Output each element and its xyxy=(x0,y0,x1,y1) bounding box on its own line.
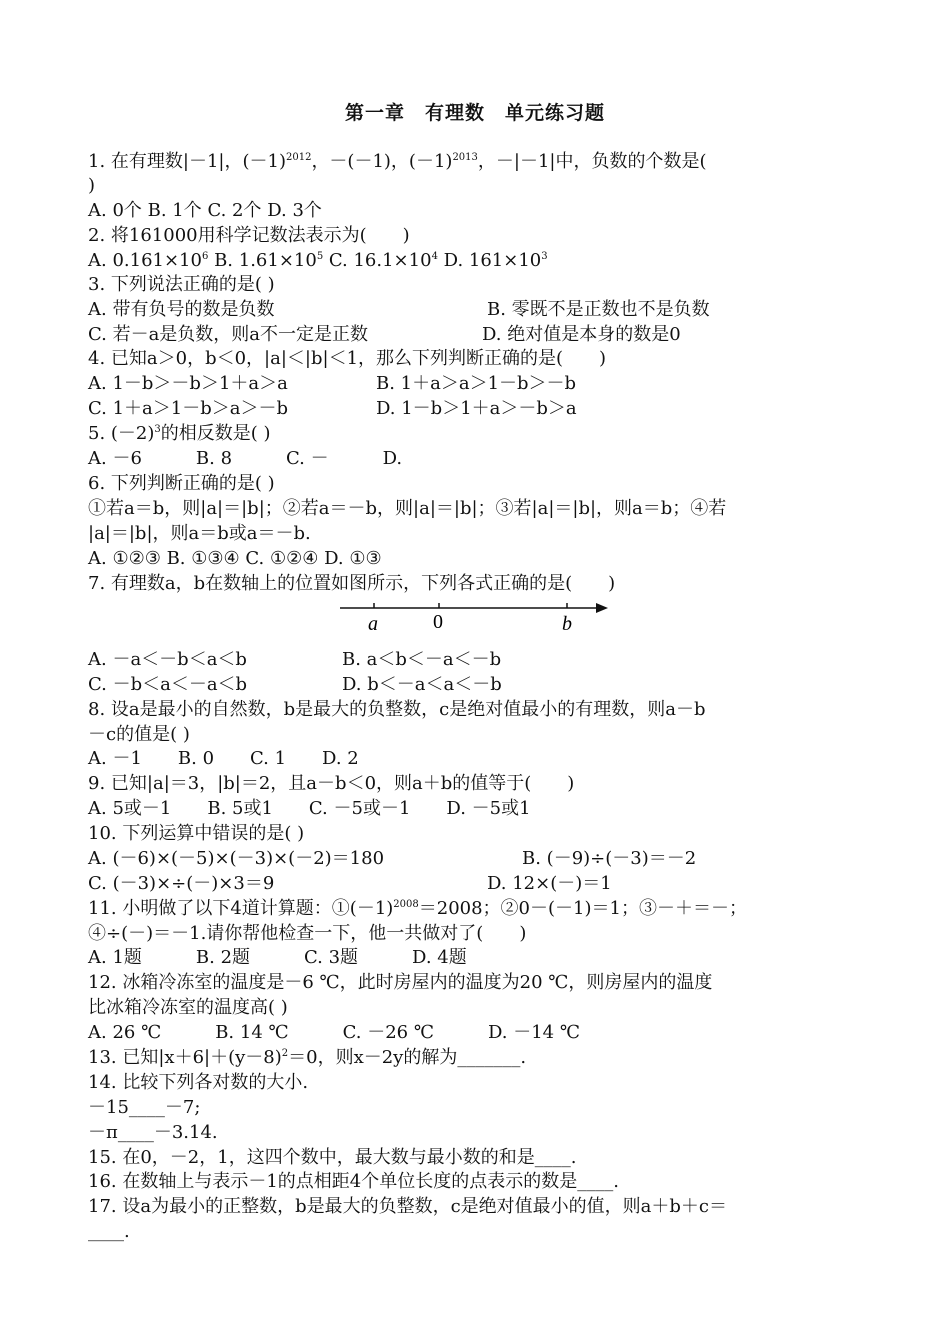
question-12-stem: 12. 冰箱冷冻室的温度是－6 ℃，此时房屋内的温度为20 ℃，则房屋内的温度 xyxy=(88,972,713,993)
question-10-option-d: D. 12×(－)＝1 xyxy=(487,873,612,894)
question-2-options: A. $0.161\times 10^6$ B. $1.61\times 10^5$ C. $16.1\times 10^4$ D. $161\times 10^3$ xyxy=(88,250,548,271)
question-7-option-b: B. a＜b＜－a＜－b xyxy=(342,649,502,670)
question-15-stem: 15. 在0，－2，1，这四个数中，最大数与最小数的和是____. xyxy=(88,1147,577,1168)
page-title: 第一章 有理数 单元练习题 xyxy=(344,102,605,124)
question-11-stem: 11. 小明做了以下4道计算题：$①(-1)^{2008}=2008$；②0－(－1)＝1；③－＋＝－； xyxy=(88,898,747,919)
question-3-option-c: C. 若－a是负数，则a不一定是正数 xyxy=(88,324,369,345)
question-6-stem: 6. 下列判断正确的是( ) xyxy=(88,473,275,494)
question-1-stem: 1. 在有理数|－1|，$(-1)^{2012}$，－(－1)，$(-1)^{2013}$，－|－1|中，负数的个数是( xyxy=(88,151,707,172)
question-10-option-c: C. (－3)×÷(－)×3＝9 xyxy=(88,873,275,894)
question-17-stem: 17. 设a为最小的正整数，b是最大的负整数，c是绝对值最小的值，则a＋b＋c＝ xyxy=(88,1196,728,1217)
question-9-options: A. 5或－1 B. 5或1 C. －5或－1 D. －5或1 xyxy=(88,798,531,819)
question-4-option-a: A. 1－b＞－b＞1＋a＞a xyxy=(88,373,288,394)
question-17-stem-cont: ____. xyxy=(88,1221,130,1242)
question-11-options: A. 1题 B. 2题 C. 3题 D. 4题 xyxy=(88,947,467,968)
question-10-option-a: A. (－6)×(－5)×(－3)×(－2)＝180 xyxy=(88,848,385,869)
question-7-stem: 7. 有理数a，b在数轴上的位置如图所示，下列各式正确的是( ) xyxy=(88,573,616,594)
question-5-stem: 5. $(-2)^3$的相反数是( ) xyxy=(88,423,271,444)
question-2-stem: 2. 将161000用科学记数法表示为( ) xyxy=(88,225,410,246)
question-6-statements: ①若a＝b，则|a|＝|b|；②若a＝－b，则|a|＝|b|；③若|a|＝|b|，则a＝b；④若 xyxy=(88,498,727,519)
number-line-label-b: b xyxy=(562,613,572,635)
question-3-stem: 3. 下列说法正确的是( ) xyxy=(88,274,275,295)
question-1-stem-cont: ) xyxy=(88,175,96,196)
question-4-option-c: C. 1＋a＞1－b＞a＞－b xyxy=(88,398,288,419)
question-5-options: A. －6 B. 8 C. － D. xyxy=(88,448,403,469)
question-16-stem: 16. 在数轴上与表示－1的点相距4个单位长度的点表示的数是____. xyxy=(88,1171,619,1192)
number-line-arrow xyxy=(596,603,608,613)
question-11-stem-cont: ④÷(－)＝－1.请你帮他检查一下，他一共做对了( ) xyxy=(88,923,527,944)
question-6-options: A. ①②③ B. ①③④ C. ①②④ D. ①③ xyxy=(88,548,382,569)
question-3-option-d: D. 绝对值是本身的数是0 xyxy=(482,324,681,345)
number-line-label-a: a xyxy=(368,613,378,635)
question-4-option-b: B. 1＋a＞a＞1－b＞－b xyxy=(376,373,577,394)
question-12-options: A. 26 ℃ B. 14 ℃ C. －26 ℃ D. －14 ℃ xyxy=(88,1022,580,1043)
question-7-option-a: A. －a＜－b＜a＜b xyxy=(88,649,247,670)
question-12-stem-cont: 比冰箱冷冻室的温度高( ) xyxy=(88,997,288,1018)
question-8-options: A. －1 B. 0 C. 1 D. 2 xyxy=(88,748,359,769)
question-3-option-a: A. 带有负号的数是负数 xyxy=(88,299,275,320)
number-line-figure xyxy=(338,596,613,636)
question-4-stem: 4. 已知a＞0，b＜0，|a|＜|b|＜1，那么下列判断正确的是( ) xyxy=(88,348,607,369)
question-13-stem: 13. 已知$|x+6|+(y-8)^2=0$，则x－2y的解为_______. xyxy=(88,1047,527,1068)
question-6-statements-cont: |a|＝|b|，则a＝b或a＝－b. xyxy=(88,523,311,544)
question-4-option-d: D. 1－b＞1＋a＞－b＞a xyxy=(376,398,577,419)
question-14-compare-2: －π____－3.14. xyxy=(88,1122,218,1143)
question-9-stem: 9. 已知|a|＝3，|b|＝2，且a－b＜0，则a＋b的值等于( ) xyxy=(88,773,575,794)
question-3-option-b: B. 零既不是正数也不是负数 xyxy=(487,299,710,320)
question-8-stem-cont: －c的值是( ) xyxy=(88,724,190,745)
question-7-option-c: C. －b＜a＜－a＜b xyxy=(88,674,248,695)
question-7-option-d: D. b＜－a＜a＜－b xyxy=(342,674,502,695)
number-line-label-zero: 0 xyxy=(433,611,443,633)
question-10-option-b: B. (－9)÷(－3)＝－2 xyxy=(522,848,697,869)
question-1-options: A. 0个 B. 1个 C. 2个 D. 3个 xyxy=(88,200,322,221)
question-14-stem: 14. 比较下列各对数的大小. xyxy=(88,1072,309,1093)
question-14-compare-1: －15____－7; xyxy=(88,1097,201,1118)
question-10-stem: 10. 下列运算中错误的是( ) xyxy=(88,823,305,844)
question-8-stem: 8. 设a是最小的自然数，b是最大的负整数，c是绝对值最小的有理数，则a－b xyxy=(88,699,706,720)
